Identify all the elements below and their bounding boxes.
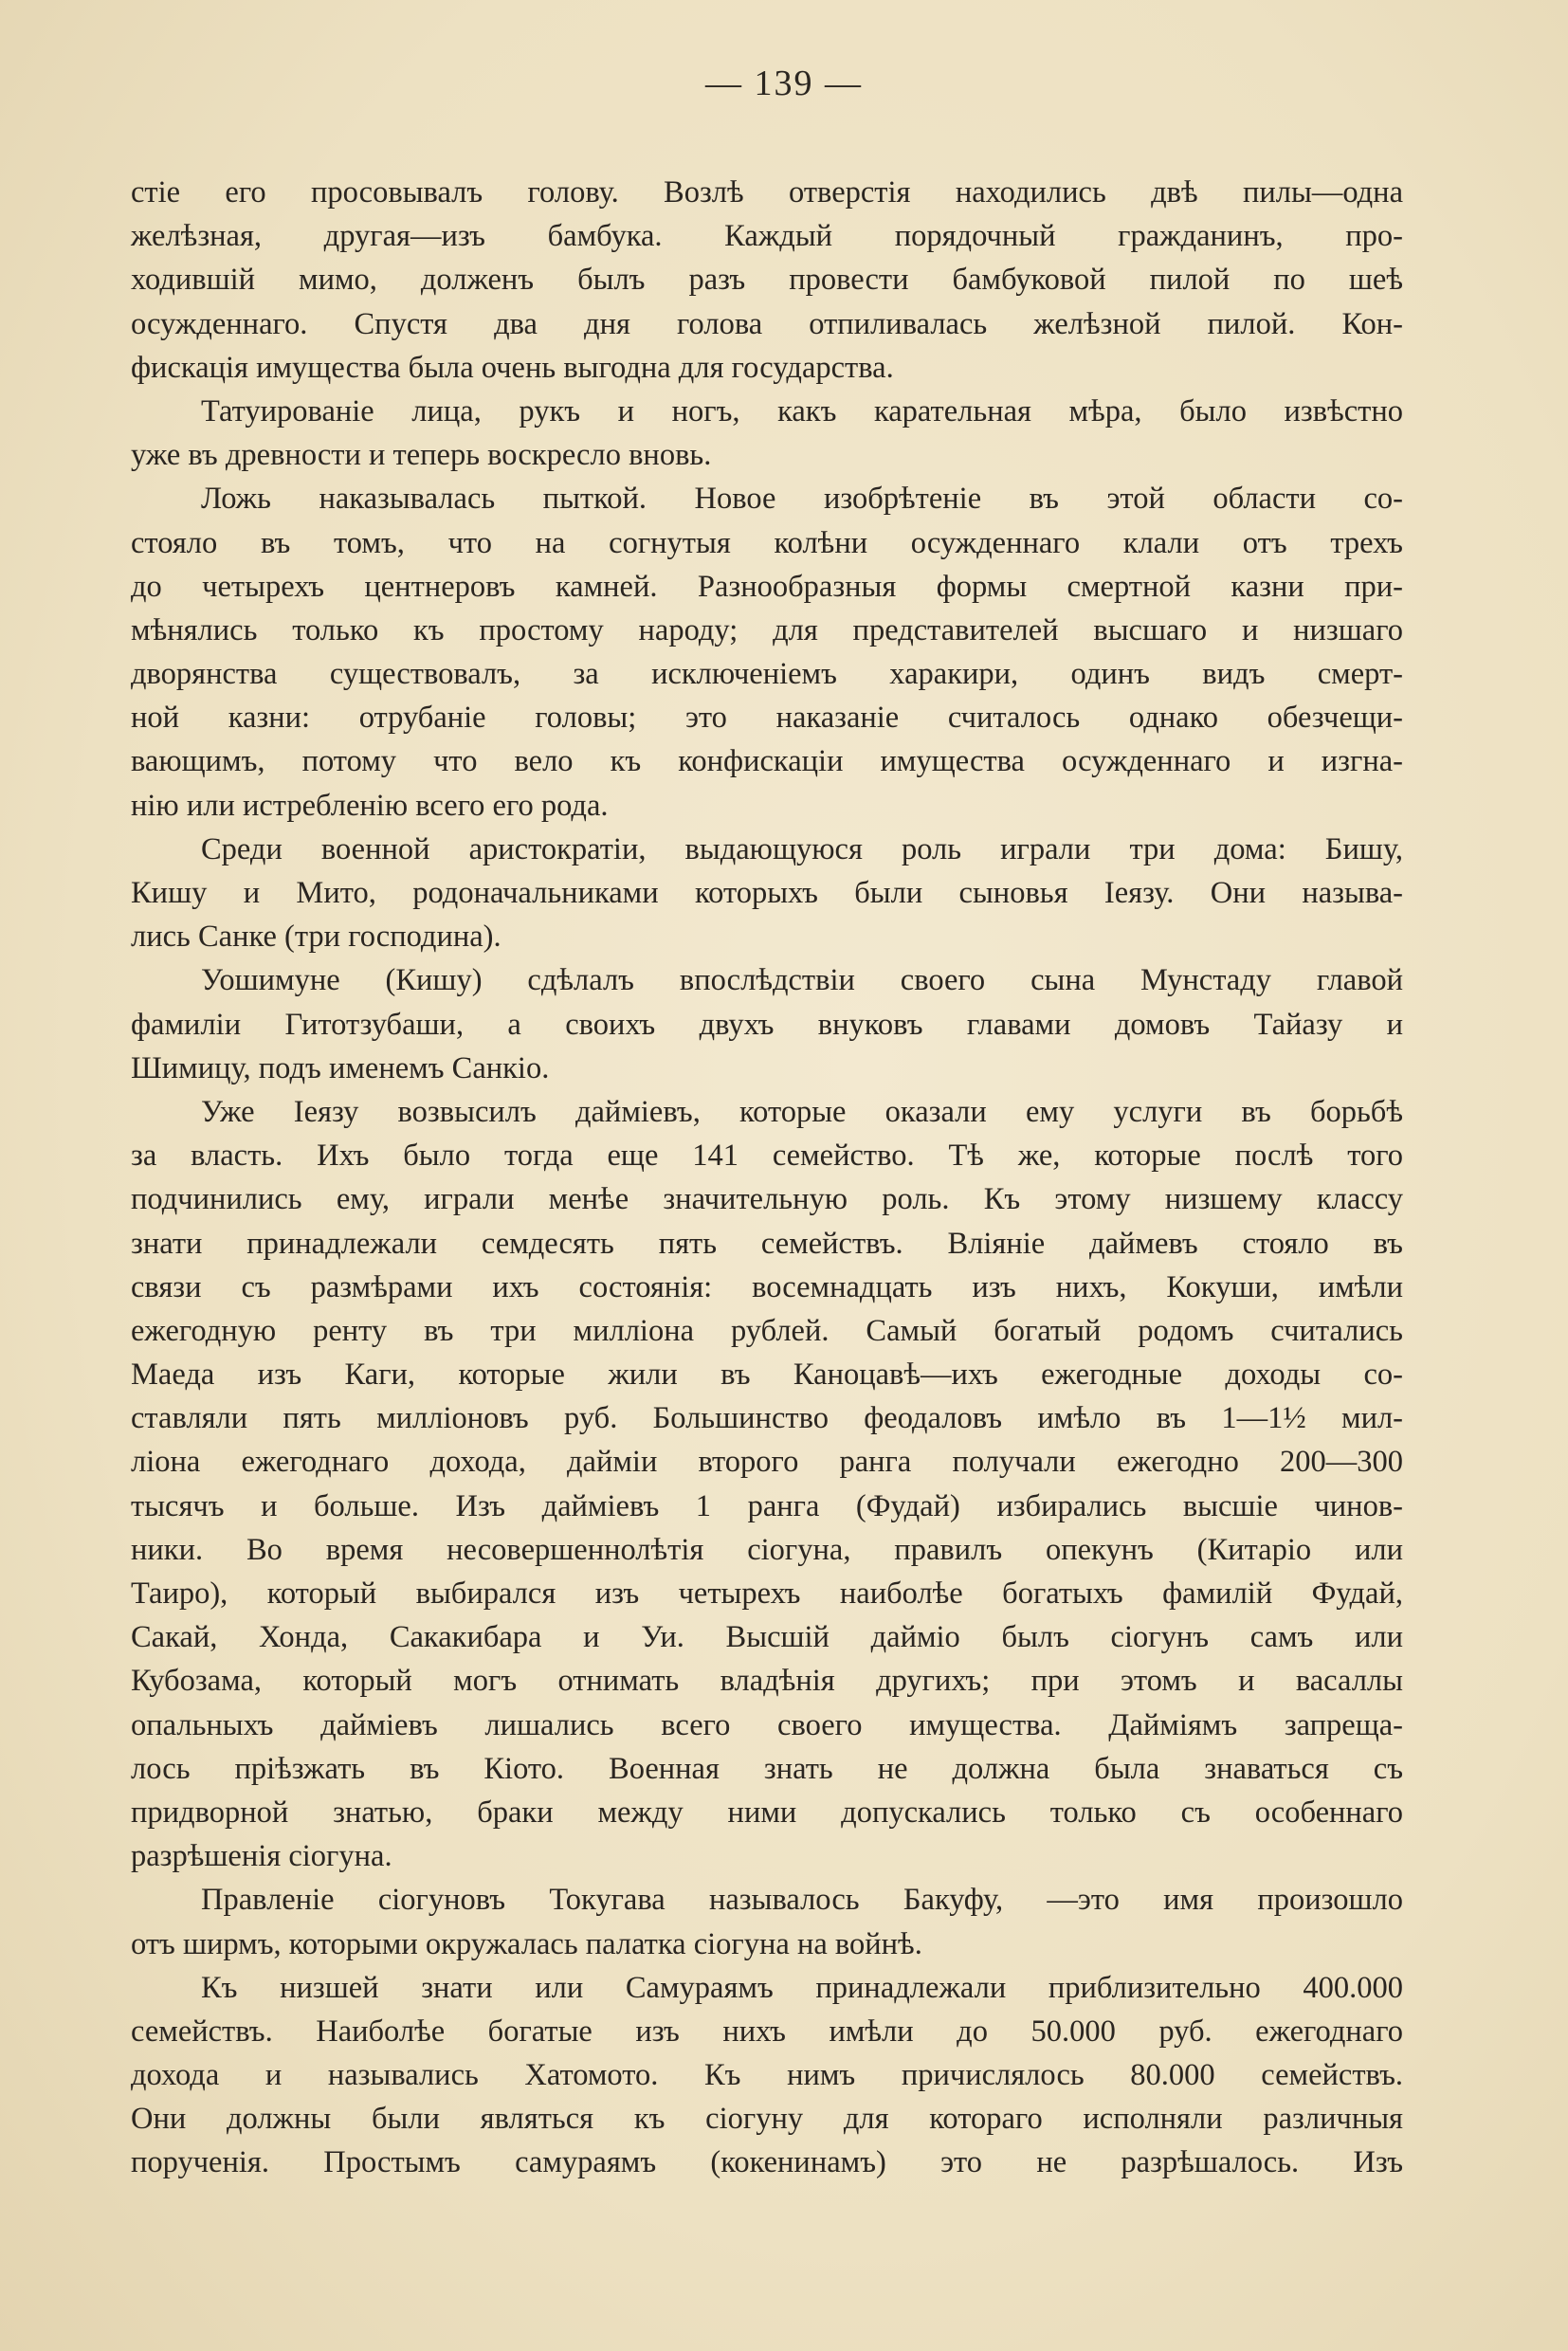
page-number: — 139 — [705,64,863,103]
text-line: ной казни: отрубаніе головы; это наказаніе считалось однако обезчещи- [131,701,1403,736]
paragraph [131,828,1403,959]
text-line: Кубозама, который могъ отнимать владѣнія другихъ; при этомъ и васаллы [131,1664,1403,1699]
text-line: ліона ежегоднаго дохода, дайміи второго ранга получали ежегодно 200—300 [131,1445,1403,1480]
text-line: Они должны были являться къ сіогуну для котораго исполняли различныя [131,2102,1403,2137]
text-line: вающимъ, потому что вело къ конфискаціи имущества осужденнаго и изгна- [131,744,1403,779]
paragraph [131,1090,1403,1878]
text-line: Ложь наказывалась пыткой. Новое изобрѣтеніе въ этой области со- [201,482,1403,517]
text-line: дохода и назывались Хатомото. Къ нимъ причислялось 80.000 семействъ. [131,2058,1403,2093]
body-text [131,171,1403,2185]
text-line: ники. Во время несовершеннолѣтія сіогуна, правилъ опекунъ (Китаріо или [131,1532,1403,1567]
text-line: дворянства существовалъ, за исключеніемъ харакири, одинъ видъ смерт- [131,657,1403,692]
text-line: ходившій мимо, долженъ былъ разъ провести бамбуковой пилой по шеѣ [131,263,1403,298]
text-line: Таиро), который выбирался изъ четырехъ наиболѣе богатыхъ фамилій Фудай, [131,1576,1403,1611]
text-line: за власть. Ихъ было тогда еще 141 семейство. Тѣ же, которые послѣ того [131,1139,1403,1174]
text-line: связи съ размѣрами ихъ состоянія: восемнадцать изъ нихъ, Кокуши, имѣли [131,1269,1403,1304]
text-line: желѣзная, другая—изъ бамбука. Каждый порядочный гражданинъ, про- [131,219,1403,254]
text-line: подчинились ему, играли менѣе значительную роль. Къ этому низшему классу [131,1182,1403,1217]
text-line: уже въ древности и теперь воскресло вновь. [131,438,712,473]
text-line: отъ ширмъ, которыми окружалась палатка сіогуна на войнѣ. [131,1926,922,1961]
text-line: разрѣшенія сіогуна. [131,1839,392,1874]
text-line: стояло въ томъ, что на согнутыя колѣни осужденнаго клали отъ трехъ [131,525,1403,560]
text-line: Правленіе сіогуновъ Токугава называлось Бакуфу, —это имя произошло [201,1883,1403,1918]
text-line: ставляли пять милліоновъ руб. Большинство феодаловъ имѣло въ 1—1½ мил- [131,1401,1403,1436]
text-line: тысячъ и больше. Изъ дайміевъ 1 ранга (Фудай) избирались высшіе чинов- [131,1488,1403,1523]
text-line: нію или истребленію всего его рода. [131,788,609,823]
text-line: фамиліи Гитотзубаши, а своихъ двухъ внуковъ главами домовъ Тайазу и [131,1007,1403,1042]
text-line: Среди военной аристократіи, выдающуюся роль играли три дома: Бишу, [201,831,1403,866]
paragraph [131,171,1403,390]
paragraph [131,390,1403,477]
text-line: семействъ. Наиболѣе богатые изъ нихъ имѣли до 50.000 руб. ежегоднаго [131,2014,1403,2049]
text-line: порученія. Простымъ самураямъ (кокенинамъ) это не разрѣшалось. Изъ [131,2145,1403,2180]
text-line: стіе его просовывалъ голову. Возлѣ отверстія находились двѣ пилы—одна [131,175,1403,210]
text-line: придворной знатью, браки между ними допускались только съ особеннаго [131,1795,1403,1830]
text-line: Уже Іеязу возвысилъ дайміевъ, которые оказали ему услуги въ борьбѣ [201,1094,1403,1129]
text-line: Сакай, Хонда, Сакакибара и Уи. Высшій дайміо былъ сіогунъ самъ или [131,1620,1403,1655]
text-line: Къ низшей знати или Самураямъ принадлежали приблизительно 400.000 [201,1970,1403,2005]
paragraph [131,958,1403,1090]
text-line: до четырехъ центнеровъ камней. Разнообразныя формы смертной казни при- [131,569,1403,604]
text-line: знати принадлежали семдесять пять семействъ. Вліяніе даймевъ стояло въ [131,1226,1403,1261]
paragraph [131,477,1403,828]
text-line: Маеда изъ Каги, которые жили въ Каноцавѣ—ихъ ежегодные доходы со- [131,1358,1403,1393]
text-line: лось пріѣзжать въ Кіото. Военная знать не должна была знаваться съ [131,1751,1403,1786]
text-line: фискація имущества была очень выгодна для государства. [131,350,894,385]
paragraph [131,1966,1403,2185]
text-line: Кишу и Мито, родоначальниками которыхъ были сыновья Іеязу. Они называ- [131,876,1403,910]
paragraph [131,1878,1403,1965]
text-line: мѣнялись только къ простому народу; для представителей высшаго и низшаго [131,612,1403,647]
text-line: Татуированіе лица, рукъ и ногъ, какъ карательная мѣра, было извѣстно [201,393,1403,428]
text-line: лись Санке (три господина). [131,920,501,955]
text-line: осужденнаго. Спустя два дня голова отпиливалась желѣзной пилой. Кон- [131,306,1403,341]
text-line: ежегодную ренту въ три милліона рублей. Самый богатый родомъ считались [131,1313,1403,1348]
text-line: Уошимуне (Кишу) сдѣлалъ впослѣдствіи своего сына Мунстаду главой [201,963,1403,998]
text-line: Шимицу, подъ именемъ Санкіо. [131,1050,550,1085]
text-line: опальныхъ дайміевъ лишались всего своего имущества. Дайміямъ запреща- [131,1707,1403,1742]
